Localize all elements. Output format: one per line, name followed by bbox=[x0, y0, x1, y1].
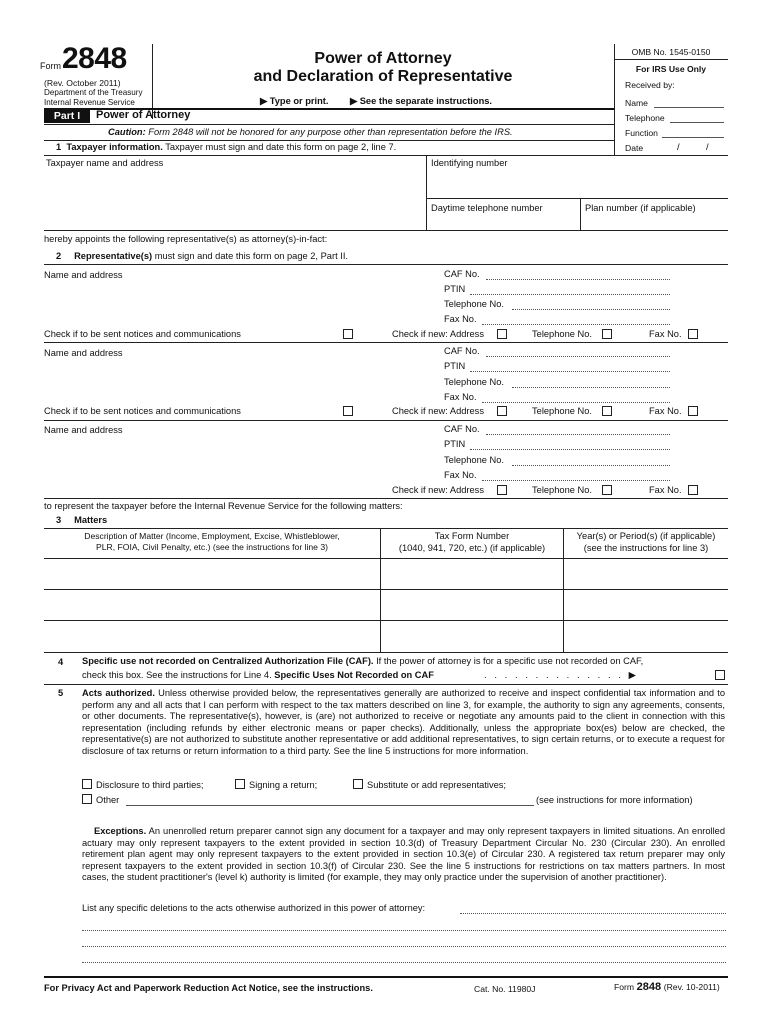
irs-date-label: Date bbox=[625, 143, 644, 153]
agency: Internal Revenue Service bbox=[44, 98, 135, 107]
revision-date: (Rev. October 2011) bbox=[44, 78, 121, 88]
line4-checkbox[interactable] bbox=[715, 670, 725, 680]
rep2-new-address-label: Check if new: Address bbox=[392, 406, 484, 416]
substitute-label: Substitute or add representatives; bbox=[367, 780, 507, 790]
rep3-new-telephone-checkbox[interactable] bbox=[602, 485, 612, 495]
line3-heading: 3 Matters bbox=[56, 515, 108, 525]
rep1-new-fax-checkbox[interactable] bbox=[688, 329, 698, 339]
rep1-new-telephone-label: Telephone No. bbox=[532, 329, 592, 339]
catalog-number: Cat. No. 11980J bbox=[474, 984, 536, 994]
caution-note: Caution: Form 2848 will not be honored for any purpose other than representation before the IRS. bbox=[108, 127, 513, 137]
rep2-name-address-label: Name and address bbox=[44, 348, 123, 358]
signing-return-checkbox[interactable] bbox=[235, 779, 245, 789]
rep3-telephone-label: Telephone No. bbox=[444, 455, 504, 465]
deletions-input-3[interactable] bbox=[82, 946, 726, 947]
disclosure-label: Disclosure to third parties; bbox=[96, 780, 204, 790]
line4-number: 4 bbox=[58, 657, 64, 667]
rep3-telephone-field[interactable] bbox=[512, 465, 670, 466]
rep2-new-fax-checkbox[interactable] bbox=[688, 406, 698, 416]
daytime-phone-field[interactable] bbox=[427, 199, 580, 230]
rep1-notices-label: Check if to be sent notices and communications bbox=[44, 329, 241, 339]
rep2-new-telephone-label: Telephone No. bbox=[532, 406, 592, 416]
rep1-ptin-field[interactable] bbox=[470, 294, 670, 295]
other-input-line[interactable] bbox=[126, 805, 534, 806]
separate-instructions: ▶ See the separate instructions. bbox=[350, 96, 492, 106]
rep3-new-telephone-label: Telephone No. bbox=[532, 485, 592, 495]
disclosure-checkbox[interactable] bbox=[82, 779, 92, 789]
rep2-ptin-label: PTIN bbox=[444, 361, 466, 371]
rep2-notices-label: Check if to be sent notices and communications bbox=[44, 406, 241, 416]
irs-date-slashes: / / bbox=[677, 142, 709, 153]
rep1-telephone-label: Telephone No. bbox=[444, 299, 504, 309]
rep1-telephone-field[interactable] bbox=[512, 309, 670, 310]
matters-row2-description[interactable] bbox=[44, 590, 380, 620]
matters-row1-years[interactable] bbox=[564, 559, 728, 589]
taxpayer-name-address-label: Taxpayer name and address bbox=[46, 158, 164, 168]
rep1-new-address-checkbox[interactable] bbox=[497, 329, 507, 339]
matters-row2-form[interactable] bbox=[381, 590, 563, 620]
rep1-fax-label: Fax No. bbox=[444, 314, 477, 324]
matters-col-years: Year(s) or Period(s) (if applicable) (see the instructions for line 3) bbox=[576, 531, 716, 553]
rep2-caf-label: CAF No. bbox=[444, 346, 480, 356]
appoints-text: hereby appoints the following representative(s) as attorney(s)-in-fact: bbox=[44, 234, 328, 244]
exceptions-text: Exceptions. An unenrolled return preparer cannot sign any document for a taxpayer and may only represent taxpayers in limited situations. An enrolled actuary may only represent taxpayers to the extent provided in section 10.3(d) of Treasury Department Circular No. 230 (Circular 230). An enrolled retirement plan agent may only represent taxpayers to the extent provided in section 10.3(e) of Circular 230. A registered tax return preparer may only represent taxpayers to the extent provided in section 10.3(f) of Circular 230. See the line 5 instructions for restrictions on tax matters partners. In most cases, the student practitioner's (level k) authority is limited (for example, they may only practice under the supervision of another practitioner). bbox=[82, 826, 725, 883]
matters-row3-years[interactable] bbox=[564, 621, 728, 652]
plan-number-field[interactable] bbox=[581, 199, 728, 230]
rep2-ptin-field[interactable] bbox=[470, 371, 670, 372]
irs-name-label: Name bbox=[625, 98, 648, 108]
type-or-print: ▶ Type or print. bbox=[260, 96, 329, 106]
rep2-caf-field[interactable] bbox=[486, 356, 670, 357]
deletions-label: List any specific deletions to the acts otherwise authorized in this power of attorney: bbox=[82, 903, 426, 913]
taxpayer-name-address-field[interactable] bbox=[44, 156, 426, 230]
matters-row2-years[interactable] bbox=[564, 590, 728, 620]
line4-text2: check this box. See the instructions for Line 4. Specific Uses Not Recorded on CAF bbox=[82, 670, 434, 680]
rep2-new-address-checkbox[interactable] bbox=[497, 406, 507, 416]
form-title-line2: and Declaration of Representative bbox=[253, 68, 513, 85]
rep3-ptin-field[interactable] bbox=[470, 449, 670, 450]
rep3-fax-label: Fax No. bbox=[444, 470, 477, 480]
rep3-fax-field[interactable] bbox=[482, 480, 670, 481]
plan-number-label: Plan number (if applicable) bbox=[585, 203, 696, 213]
line2-heading: 2 Representative(s) must sign and date this form on page 2, Part II. bbox=[56, 251, 348, 261]
rep3-new-address-label: Check if new: Address bbox=[392, 485, 484, 495]
deletions-input-1[interactable] bbox=[460, 913, 726, 914]
form-word: Form bbox=[40, 61, 61, 71]
department: Department of the Treasury bbox=[44, 88, 143, 97]
rep2-notices-checkbox[interactable] bbox=[343, 406, 353, 416]
line4-text: Specific use not recorded on Centralized Authorization File (CAF). If the power of attorney is for a specific use not recorded on CAF, bbox=[82, 656, 644, 666]
substitute-checkbox[interactable] bbox=[353, 779, 363, 789]
line5-number: 5 bbox=[58, 688, 64, 698]
rep2-telephone-label: Telephone No. bbox=[444, 377, 504, 387]
matters-row1-form[interactable] bbox=[381, 559, 563, 589]
rep2-new-fax-label: Fax No. bbox=[649, 406, 682, 416]
rep1-caf-label: CAF No. bbox=[444, 269, 480, 279]
irs-telephone-label: Telephone bbox=[625, 113, 665, 123]
deletions-input-4[interactable] bbox=[82, 962, 726, 963]
privacy-notice: For Privacy Act and Paperwork Reduction Act Notice, see the instructions. bbox=[44, 983, 373, 993]
rep1-notices-checkbox[interactable] bbox=[343, 329, 353, 339]
rep1-new-fax-label: Fax No. bbox=[649, 329, 682, 339]
see-instructions-note: (see instructions for more information) bbox=[536, 795, 693, 805]
signing-return-label: Signing a return; bbox=[249, 780, 318, 790]
form-number: 2848 bbox=[62, 42, 127, 75]
rep3-name-address-label: Name and address bbox=[44, 425, 123, 435]
rep1-ptin-label: PTIN bbox=[444, 284, 466, 294]
daytime-phone-label: Daytime telephone number bbox=[431, 203, 543, 213]
line4-leader: . . . . . . . . . . . . . . ▶ bbox=[484, 670, 636, 680]
rep1-new-address-label: Check if new: Address bbox=[392, 329, 484, 339]
rep2-fax-label: Fax No. bbox=[444, 392, 477, 402]
identifying-number-label: Identifying number bbox=[431, 158, 508, 168]
matters-col-description: Description of Matter (Income, Employment, Excise, Whistleblower, PLR, FOIA, Civil Penalty, etc.) (see the instructions for line 3) bbox=[84, 531, 340, 552]
deletions-input-2[interactable] bbox=[82, 930, 726, 931]
rep1-fax-field[interactable] bbox=[482, 324, 670, 325]
matters-row3-description[interactable] bbox=[44, 621, 380, 652]
other-label: Other bbox=[96, 795, 120, 805]
rep3-caf-label: CAF No. bbox=[444, 424, 480, 434]
received-by-label: Received by: bbox=[625, 80, 675, 90]
matters-col-form-number: Tax Form Number (1040, 941, 720, etc.) (if applicable) bbox=[398, 531, 546, 553]
matters-row1-description[interactable] bbox=[44, 559, 380, 589]
rep2-telephone-field[interactable] bbox=[512, 387, 670, 388]
line5-acts-authorized-text: Acts authorized. Unless otherwise provided below, the representatives generally are authorized to receive and inspect confidential tax information and to perform any and all acts that I can perform with respect to the tax matters described on line 3, for example, the authority to sign any agreements, consents, or other documents. The representative(s), however, is (are) not authorized to receive or negotiate any amounts paid to the client in connection with this representation (including refunds by either electronic means or paper checks). Additionally, unless the appropriate box(es) below are checked, the representative(s) are not authorized to substitute another representative or add additional representatives, to sign certain returns, or to execute a request for disclosure of tax returns or return information to a third party. See the line 5 instructions for more information. bbox=[82, 688, 726, 756]
other-checkbox[interactable] bbox=[82, 794, 92, 804]
rep1-name-address-label: Name and address bbox=[44, 270, 123, 280]
rep2-fax-field[interactable] bbox=[482, 402, 670, 403]
rep2-new-telephone-checkbox[interactable] bbox=[602, 406, 612, 416]
rep3-caf-field[interactable] bbox=[486, 434, 670, 435]
irs-use-only: For IRS Use Only bbox=[635, 64, 707, 74]
irs-function-label: Function bbox=[625, 128, 658, 138]
rep3-new-fax-label: Fax No. bbox=[649, 485, 682, 495]
matters-row3-form[interactable] bbox=[381, 621, 563, 652]
rep1-new-telephone-checkbox[interactable] bbox=[602, 329, 612, 339]
identifying-number-field[interactable] bbox=[427, 156, 728, 196]
line1-heading: 1 Taxpayer information. Taxpayer must sign and date this form on page 2, line 7. bbox=[56, 142, 397, 152]
omb-number: OMB No. 1545-0150 bbox=[631, 47, 711, 57]
part-i-label: Part I bbox=[44, 109, 90, 123]
represent-text: to represent the taxpayer before the Internal Revenue Service for the following matters: bbox=[44, 501, 403, 511]
rep3-new-fax-checkbox[interactable] bbox=[688, 485, 698, 495]
form-title-line1: Power of Attorney bbox=[314, 50, 452, 67]
part-i-title: Power of Attorney bbox=[96, 109, 191, 121]
rep1-caf-field[interactable] bbox=[486, 279, 670, 280]
rep3-new-address-checkbox[interactable] bbox=[497, 485, 507, 495]
rep3-ptin-label: PTIN bbox=[444, 439, 466, 449]
footer-form-id: Form 2848 (Rev. 10-2011) bbox=[614, 981, 720, 993]
